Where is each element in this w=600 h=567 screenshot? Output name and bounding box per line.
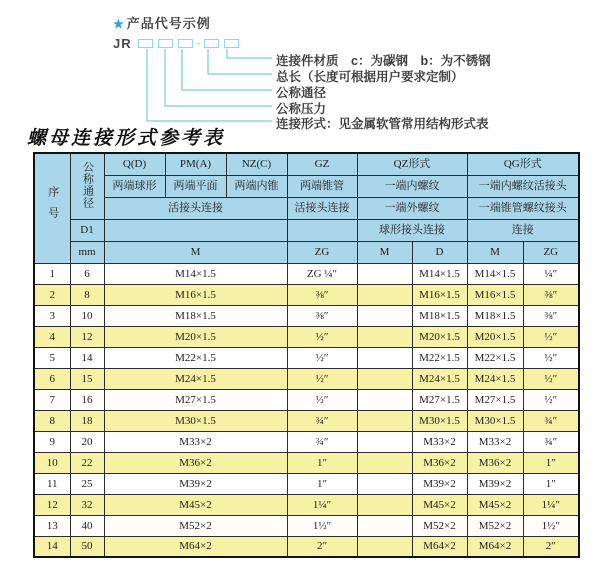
seq-cell: 9	[34, 431, 70, 452]
m-value-cell: M27×1.5	[104, 389, 287, 410]
header-unit-m: M	[104, 241, 287, 263]
mm-cell: 40	[70, 515, 104, 536]
mm-cell: 14	[70, 347, 104, 368]
qz-m-cell	[357, 368, 412, 389]
qg-zg-cell: ½″	[523, 389, 579, 410]
qz-m-cell	[357, 515, 412, 536]
table-row	[34, 284, 579, 305]
qz-m-cell	[357, 536, 412, 557]
header-union-joint: 活接头连接	[104, 197, 287, 219]
code-dash: -	[196, 36, 201, 49]
qg-m-cell: M39×2	[467, 473, 523, 494]
mm-cell: 10	[70, 305, 104, 326]
header-ball-joint: 球形接头连接	[357, 219, 467, 241]
header-d1: D1	[70, 219, 104, 241]
qg-zg-cell: ⅜″	[523, 284, 579, 305]
qg-m-cell: M33×2	[467, 431, 523, 452]
header-desc-qg: 一端内螺纹活接头	[467, 175, 579, 197]
mm-cell: 32	[70, 494, 104, 515]
seq-cell: 4	[34, 326, 70, 347]
qg-m-cell: M52×2	[467, 515, 523, 536]
qz-m-cell	[357, 305, 412, 326]
qz-m-cell	[357, 431, 412, 452]
qz-d-cell: M33×2	[412, 431, 467, 452]
zg-value-cell: ¾″	[287, 431, 357, 452]
m-value-cell: M14×1.5	[104, 263, 287, 284]
header-desc-qz: 一端内螺纹	[357, 175, 467, 197]
code-prefix: JR	[113, 35, 132, 51]
qg-zg-cell: 1″	[523, 473, 579, 494]
seq-cell: 6	[34, 368, 70, 389]
table-row	[34, 473, 579, 494]
qz-d-cell: M30×1.5	[412, 410, 467, 431]
header-desc-pm: 两端平面	[165, 175, 226, 197]
table-row	[34, 326, 579, 347]
qz-m-cell	[357, 494, 412, 515]
label-material: 连接件材质 c：为碳钢 b：为不锈钢	[276, 54, 491, 68]
code-box-2	[158, 39, 173, 48]
qg-m-cell: M64×2	[467, 536, 523, 557]
header-union-joint-gz: 活接头连接	[287, 197, 357, 219]
table-body	[34, 263, 579, 557]
zg-value-cell: 2″	[287, 536, 357, 557]
header-desc-gz: 两端锥管	[287, 175, 357, 197]
zg-value-cell: 1¼″	[287, 494, 357, 515]
qz-d-cell: M14×1.5	[412, 263, 467, 284]
qz-d-cell: M36×2	[412, 452, 467, 473]
m-value-cell: M16×1.5	[104, 284, 287, 305]
table-row	[34, 452, 579, 473]
table-row	[34, 389, 579, 410]
header-col-qz: QZ形式	[357, 153, 467, 175]
qg-m-cell: M20×1.5	[467, 326, 523, 347]
qz-m-cell	[357, 263, 412, 284]
m-value-cell: M33×2	[104, 431, 287, 452]
mm-cell: 15	[70, 368, 104, 389]
qz-d-cell: M20×1.5	[412, 326, 467, 347]
mm-cell: 8	[70, 284, 104, 305]
mm-cell: 18	[70, 410, 104, 431]
header-desc-nz: 两端内锥	[226, 175, 287, 197]
code-box-3	[178, 39, 193, 48]
m-value-cell: M45×2	[104, 494, 287, 515]
seq-cell: 10	[34, 452, 70, 473]
qg-m-cell: M14×1.5	[467, 263, 523, 284]
label-nominal-pressure: 公称压力	[276, 102, 327, 116]
table-row	[34, 368, 579, 389]
zg-value-cell: 1″	[287, 452, 357, 473]
seq-cell: 13	[34, 515, 70, 536]
header-external-thread: 一端外螺纹	[357, 197, 467, 219]
table-row	[34, 305, 579, 326]
qz-d-cell: M27×1.5	[412, 389, 467, 410]
mm-cell: 20	[70, 431, 104, 452]
code-box-1	[138, 39, 153, 48]
m-value-cell: M20×1.5	[104, 326, 287, 347]
header-col-gz: GZ	[287, 153, 357, 175]
qz-d-cell: M45×2	[412, 494, 467, 515]
header-unit-zg: ZG	[287, 241, 357, 263]
mm-cell: 12	[70, 326, 104, 347]
qz-d-cell: M52×2	[412, 515, 467, 536]
qg-m-cell: M27×1.5	[467, 389, 523, 410]
table-row	[34, 536, 579, 557]
qg-zg-cell: ½″	[523, 368, 579, 389]
qg-zg-cell: 2″	[523, 536, 579, 557]
header-desc-q: 两端球形	[104, 175, 165, 197]
table-row	[34, 494, 579, 515]
qz-m-cell	[357, 410, 412, 431]
code-box-5	[224, 39, 239, 48]
qz-d-cell: M16×1.5	[412, 284, 467, 305]
header-empty-gz	[287, 219, 357, 241]
zg-value-cell: ZG ¼″	[287, 263, 357, 284]
code-box-4	[204, 39, 219, 48]
zg-value-cell: ⅜″	[287, 284, 357, 305]
seq-cell: 5	[34, 347, 70, 368]
header-col-nz: NZ(C)	[226, 153, 287, 175]
qg-zg-cell: ¾″	[523, 410, 579, 431]
qg-m-cell: M16×1.5	[467, 284, 523, 305]
qg-zg-cell: ½″	[523, 347, 579, 368]
table-row	[34, 347, 579, 368]
zg-value-cell: ⅜″	[287, 305, 357, 326]
seq-cell: 3	[34, 305, 70, 326]
table-row	[34, 431, 579, 452]
seq-cell: 12	[34, 494, 70, 515]
header-unit-qz-m: M	[357, 241, 412, 263]
qz-d-cell: M24×1.5	[412, 368, 467, 389]
header-col-q: Q(D)	[104, 153, 165, 175]
mm-cell: 22	[70, 452, 104, 473]
qz-m-cell	[357, 326, 412, 347]
header-unit-qg-m: M	[467, 241, 523, 263]
diagram-title-text: 产品代号示例	[126, 16, 211, 31]
seq-cell: 8	[34, 410, 70, 431]
qg-m-cell: M18×1.5	[467, 305, 523, 326]
qg-zg-cell: ¼″	[523, 263, 579, 284]
zg-value-cell: ½″	[287, 347, 357, 368]
qg-zg-cell: 1″	[523, 452, 579, 473]
seq-cell: 1	[34, 263, 70, 284]
seq-cell: 11	[34, 473, 70, 494]
seq-cell: 7	[34, 389, 70, 410]
table-row	[34, 263, 579, 284]
qz-d-cell: M22×1.5	[412, 347, 467, 368]
nut-connection-table	[33, 152, 580, 558]
qg-m-cell: M22×1.5	[467, 347, 523, 368]
mm-cell: 16	[70, 389, 104, 410]
header-col-qg: QG形式	[467, 153, 579, 175]
header-mm: mm	[70, 241, 104, 263]
table-title: 螺母连接形式参考表	[27, 128, 226, 149]
mm-cell: 50	[70, 536, 104, 557]
header-connection: 连接	[467, 219, 579, 241]
qg-zg-cell: ½″	[523, 326, 579, 347]
header-unit-qg-zg: ZG	[523, 241, 579, 263]
zg-value-cell: 1½″	[287, 515, 357, 536]
seq-cell: 14	[34, 536, 70, 557]
zg-value-cell: ¾″	[287, 410, 357, 431]
qg-zg-cell: ⅜″	[523, 305, 579, 326]
qz-d-cell: M39×2	[412, 473, 467, 494]
label-connection-form: 连接形式：见金属软管常用结构形式表	[276, 117, 489, 131]
label-total-length: 总长（长度可根据用户要求定制）	[276, 70, 464, 84]
zg-value-cell: ½″	[287, 368, 357, 389]
label-nominal-diameter: 公称通径	[276, 86, 327, 100]
mm-cell: 25	[70, 473, 104, 494]
qz-m-cell	[357, 452, 412, 473]
product-code-row	[113, 36, 241, 50]
diagram-title	[113, 13, 211, 32]
qg-m-cell: M24×1.5	[467, 368, 523, 389]
m-value-cell: M22×1.5	[104, 347, 287, 368]
zg-value-cell: ½″	[287, 389, 357, 410]
header-nominal-diameter: 公称通径	[70, 153, 104, 219]
qg-zg-cell: 1½″	[523, 515, 579, 536]
qg-m-cell: M36×2	[467, 452, 523, 473]
header-taper-thread-joint: 一端锥管螺纹接头	[467, 197, 579, 219]
qz-m-cell	[357, 284, 412, 305]
table-row	[34, 410, 579, 431]
qg-zg-cell: ¾″	[523, 431, 579, 452]
qg-m-cell: M45×2	[467, 494, 523, 515]
m-value-cell: M18×1.5	[104, 305, 287, 326]
header-unit-qz-d: D	[412, 241, 467, 263]
m-value-cell: M36×2	[104, 452, 287, 473]
zg-value-cell: 1″	[287, 473, 357, 494]
qz-m-cell	[357, 473, 412, 494]
header-col-pm: PM(A)	[165, 153, 226, 175]
table-row	[34, 515, 579, 536]
star-icon: ★	[113, 17, 125, 31]
qz-d-cell: M18×1.5	[412, 305, 467, 326]
qg-zg-cell: 1¼″	[523, 494, 579, 515]
table-header	[34, 153, 579, 263]
m-value-cell: M30×1.5	[104, 410, 287, 431]
qz-d-cell: M64×2	[412, 536, 467, 557]
qz-m-cell	[357, 389, 412, 410]
m-value-cell: M39×2	[104, 473, 287, 494]
m-value-cell: M24×1.5	[104, 368, 287, 389]
zg-value-cell: ½″	[287, 326, 357, 347]
qz-m-cell	[357, 347, 412, 368]
mm-cell: 6	[70, 263, 104, 284]
qg-m-cell: M30×1.5	[467, 410, 523, 431]
m-value-cell: M52×2	[104, 515, 287, 536]
m-value-cell: M64×2	[104, 536, 287, 557]
header-seq: 序号	[34, 153, 70, 263]
header-empty-left	[104, 219, 287, 241]
seq-cell: 2	[34, 284, 70, 305]
